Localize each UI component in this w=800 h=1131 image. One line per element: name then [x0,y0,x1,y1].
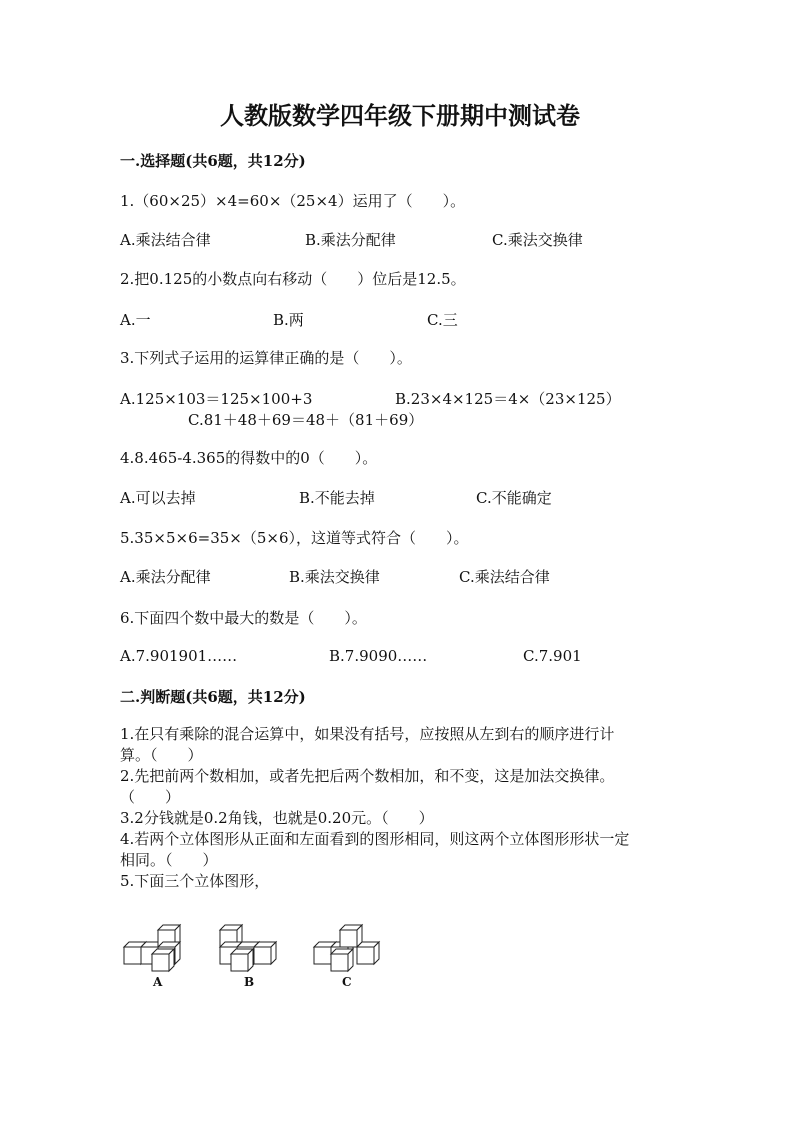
figure-a [124,925,180,971]
section-heading-judgment: 二.判断题(共6题，共12分) [120,688,306,706]
q1-option-b: B.乘法分配律 [305,231,396,249]
question-4: 4.8.465-4.365的得数中的0（ ）。 [120,449,378,467]
q6-option-c: C.7.901 [523,647,582,665]
q3-option-b: B.23×4×125＝4×（23×125） [395,390,621,408]
q2-option-c: C.三 [427,311,458,329]
q4-option-b: B.不能去掉 [299,489,375,507]
q3-option-c: C.81＋48＋69＝48＋（81＋69） [188,411,424,429]
q5-option-a: A.乘法分配律 [120,568,211,586]
q2-option-a: A.一 [120,311,151,329]
q6-option-b: B.7.9090…… [329,647,428,665]
q5-option-b: B.乘法交换律 [289,568,380,586]
question-6: 6.下面四个数中最大的数是（ ）。 [120,609,367,627]
q3-option-a: A.125×103＝125×100+3 [120,390,313,408]
judgment-1-line2: 算。（ ） [120,746,203,764]
figure-b [220,925,276,971]
judgment-3: 3.2分钱就是0.2角钱，也就是0.20元。（ ） [120,809,434,827]
q6-option-a: A.7.901901…… [120,647,238,665]
q1-option-a: A.乘法结合律 [120,231,211,249]
section-heading-choice: 一.选择题(共6题，共12分) [120,152,306,170]
q2-option-b: B.两 [273,311,304,329]
judgment-4-line2: 相同。（ ） [120,851,218,869]
figure-c [314,925,379,971]
page-title: 人教版数学四年级下册期中测试卷 [220,101,580,130]
q5-option-c: C.乘法结合律 [459,568,550,586]
figure-label-b: B [244,975,255,989]
question-2: 2.把0.125的小数点向右移动（ ）位后是12.5。 [120,270,466,288]
q4-option-c: C.不能确定 [476,489,552,507]
figure-label-c: C [342,975,352,989]
question-5: 5.35×5×6=35×（5×6），这道等式符合（ ）。 [120,529,469,547]
question-1: 1.（60×25）×4=60×（25×4）运用了（ ）。 [120,192,466,210]
q1-option-c: C.乘法交换律 [492,231,583,249]
cube-figures [118,922,388,997]
judgment-2-line2: （ ） [120,788,181,806]
judgment-2-line1: 2.先把前两个数相加，或者先把后两个数相加，和不变，这是加法交换律。 [120,767,615,785]
judgment-1-line1: 1.在只有乘除的混合运算中，如果没有括号，应按照从左到右的顺序进行计 [120,725,615,743]
judgment-5: 5.下面三个立体图形， [120,872,270,890]
judgment-4-line1: 4.若两个立体图形从正面和左面看到的图形相同，则这两个立体图形形状一定 [120,830,630,848]
question-3: 3.下列式子运用的运算律正确的是（ ）。 [120,349,412,367]
figure-label-a: A [153,975,163,989]
q4-option-a: A.可以去掉 [120,489,196,507]
